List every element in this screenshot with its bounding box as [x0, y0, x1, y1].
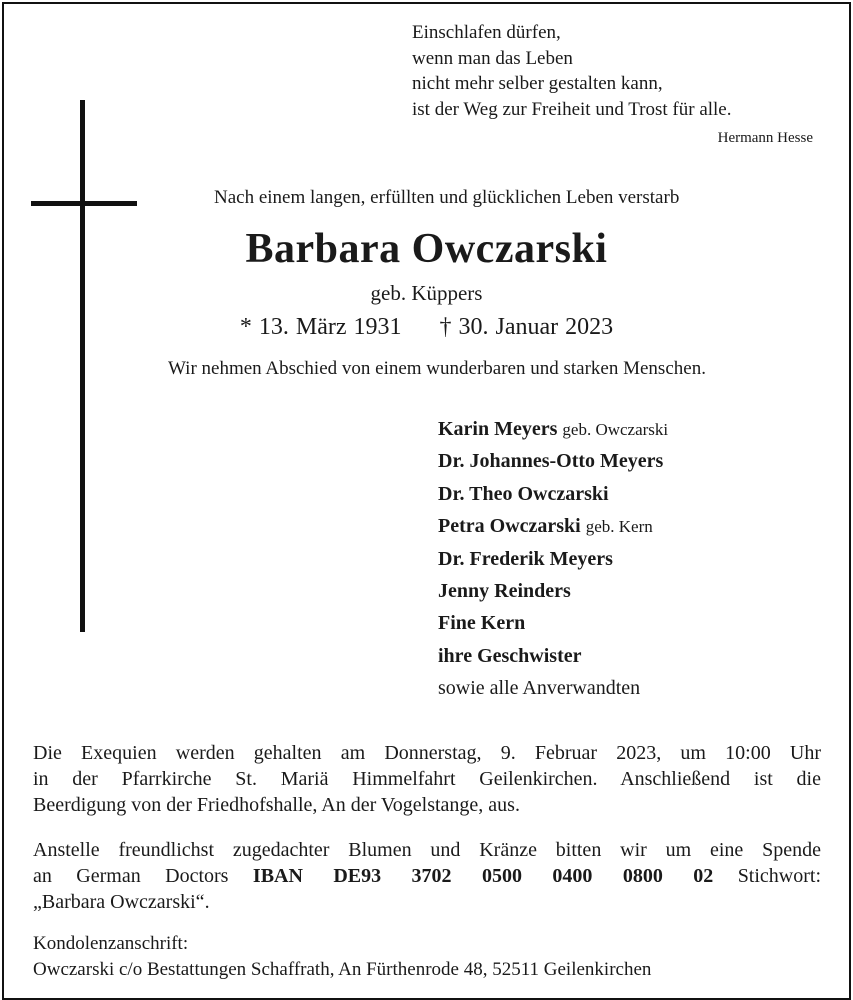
poem-line: Einschlafen dürfen,	[412, 22, 561, 43]
mourner-name: Jenny Reinders	[438, 579, 571, 602]
list-item	[438, 510, 668, 542]
mourner-suffix: geb. Owczarski	[562, 420, 669, 439]
mourners-closing: sowie alle Anverwandten	[438, 677, 641, 700]
list-item	[438, 445, 668, 477]
poem-line: wenn man das Leben	[412, 47, 573, 69]
list-item	[438, 543, 668, 575]
death-date: † 30. Januar 2023	[439, 314, 614, 340]
mourner-name: Karin Meyers	[438, 418, 558, 440]
funeral-info	[33, 740, 821, 818]
donation-line: Anstelle freundlichst zugedachter Blumen und Kränze bitten wir um eine Spende	[33, 839, 821, 861]
mourner-name: ihre Geschwister	[438, 644, 582, 667]
funeral-line: in der Pfarrkirche St. Mariä Himmelfahrt Geilenkirchen. Anschließend ist die	[33, 768, 821, 790]
condolence-address: Owczarski c/o Bestattungen Schaffrath, An Fürthenrode 48, 52511 Geilenkirchen	[33, 959, 652, 980]
poem-line: nicht mehr selber gestalten kann,	[412, 73, 663, 94]
list-item	[438, 607, 668, 639]
intro-text: Nach einem langen, erfüllten und glücklichen Leben verstarb	[214, 187, 680, 208]
birth-name: geb. Küppers	[370, 281, 483, 305]
mourner-name: Petra Owczarski	[438, 515, 581, 538]
donation-info	[33, 837, 821, 915]
mourner-name: Fine Kern	[438, 612, 526, 635]
donation-line-iban	[33, 863, 821, 889]
mourner-name: Dr. Theo Owczarski	[438, 482, 609, 505]
birth-date: * 13. März 1931	[239, 314, 402, 340]
mourners-list	[438, 413, 668, 705]
funeral-line: Beerdigung von der Friedhofshalle, An der Vogelstange, aus.	[33, 794, 520, 816]
list-item	[438, 575, 668, 607]
mourner-name: Dr. Frederik Meyers	[438, 547, 613, 570]
poem	[412, 20, 732, 122]
donation-prefix: an German Doctors	[33, 865, 229, 887]
condolence-address-block	[33, 931, 651, 983]
life-dates	[0, 314, 853, 341]
farewell-text: Wir nehmen Abschied von einem wunderbaren und starken Menschen.	[168, 358, 706, 379]
cross-icon-bar	[31, 201, 137, 206]
list-item	[438, 478, 668, 510]
mourner-suffix: geb. Kern	[585, 517, 653, 537]
condolence-label: Kondolenzanschrift:	[33, 933, 189, 954]
donation-keyword: „Barbara Owczarski“.	[33, 891, 210, 913]
list-item	[438, 413, 668, 445]
poem-line: ist der Weg zur Freiheit und Trost für alle.	[412, 98, 732, 120]
cross-icon	[80, 100, 85, 632]
poem-author: Hermann Hesse	[717, 130, 813, 146]
iban: IBAN DE93 3702 0500 0400 0800 02	[252, 865, 714, 887]
donation-keyword-label: Stichwort:	[737, 865, 822, 887]
funeral-line: Die Exequien werden gehalten am Donnerstag, 9. Februar 2023, um 10:00 Uhr	[33, 742, 821, 764]
list-item	[438, 640, 668, 672]
deceased-name: Barbara Owczarski	[245, 226, 608, 272]
mourner-name: Dr. Johannes-Otto Meyers	[438, 450, 664, 473]
